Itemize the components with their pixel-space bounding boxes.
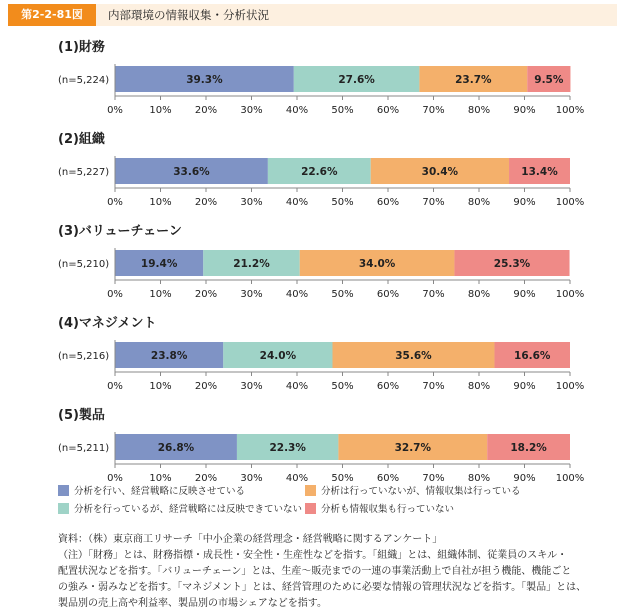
x-tick-label: 40% bbox=[285, 381, 309, 392]
note-line: 製品別の売上高や利益率、製品別の市場シェアなどを指す。 bbox=[58, 598, 327, 609]
data-label: 26.8% bbox=[157, 442, 195, 454]
x-tick-label: 80% bbox=[467, 381, 491, 392]
x-tick-label: 50% bbox=[331, 197, 354, 208]
panel-n-label: (n=5,210) bbox=[58, 259, 110, 270]
data-label: 24.0% bbox=[259, 350, 297, 362]
x-tick-label: 20% bbox=[194, 105, 218, 116]
note-line: （注）「財務」とは、財務指標・成長性・安全性・生産性などを指す。「組織」とは、組織体制、従業員のスキル・ bbox=[58, 550, 568, 561]
x-tick-label: 80% bbox=[467, 105, 491, 116]
data-label: 22.3% bbox=[269, 442, 306, 454]
x-tick-label: 100% bbox=[555, 289, 585, 300]
x-tick-label: 30% bbox=[240, 381, 263, 392]
data-label: 27.6% bbox=[338, 74, 375, 86]
x-tick-label: 80% bbox=[467, 289, 491, 300]
x-tick-label: 30% bbox=[240, 473, 263, 484]
x-tick-label: 70% bbox=[422, 105, 445, 116]
x-tick-label: 0% bbox=[107, 381, 123, 392]
panel-title: (2)組織 bbox=[58, 132, 105, 147]
note-line: の強み・弱みなどを指す。「マネジメント」とは、経営管理のために必要な情報の管理状況などを指す。「製品」とは、 bbox=[58, 582, 587, 593]
x-tick-label: 10% bbox=[149, 197, 172, 208]
panel-n-label: (n=5,216) bbox=[58, 351, 110, 362]
source-notes bbox=[58, 532, 618, 612]
x-tick-label: 30% bbox=[240, 105, 263, 116]
x-tick-label: 100% bbox=[555, 197, 585, 208]
data-label: 30.4% bbox=[421, 166, 459, 178]
x-tick-label: 90% bbox=[513, 105, 536, 116]
x-tick-label: 80% bbox=[467, 473, 491, 484]
data-label: 39.3% bbox=[186, 74, 223, 86]
data-label: 23.7% bbox=[455, 74, 492, 86]
x-tick-label: 0% bbox=[107, 289, 123, 300]
x-tick-label: 60% bbox=[376, 105, 400, 116]
x-tick-label: 50% bbox=[331, 289, 354, 300]
x-tick-label: 100% bbox=[555, 105, 585, 116]
panel-title: (1)財務 bbox=[58, 40, 105, 55]
data-label: 22.6% bbox=[301, 166, 338, 178]
x-tick-label: 80% bbox=[467, 197, 491, 208]
x-tick-label: 0% bbox=[107, 197, 123, 208]
x-tick-label: 20% bbox=[194, 197, 218, 208]
legend-swatch bbox=[305, 485, 316, 496]
legend-swatch bbox=[305, 503, 316, 514]
x-tick-label: 10% bbox=[149, 105, 172, 116]
panel-title: (4)マネジメント bbox=[58, 316, 157, 331]
data-label: 32.7% bbox=[394, 442, 432, 454]
source-line: 資料：（株）東京商工リサーチ「中小企業の経営理念・経営戦略に関するアンケート」 bbox=[58, 534, 443, 545]
x-tick-label: 70% bbox=[422, 381, 445, 392]
x-tick-label: 30% bbox=[240, 289, 263, 300]
data-label: 18.2% bbox=[510, 442, 547, 454]
x-tick-label: 20% bbox=[194, 473, 218, 484]
x-tick-label: 10% bbox=[149, 289, 172, 300]
x-tick-label: 10% bbox=[149, 381, 172, 392]
data-label: 21.2% bbox=[233, 258, 270, 270]
x-tick-label: 70% bbox=[422, 289, 445, 300]
x-tick-label: 0% bbox=[107, 105, 123, 116]
data-label: 19.4% bbox=[140, 258, 178, 270]
x-tick-label: 20% bbox=[194, 289, 218, 300]
x-tick-label: 90% bbox=[513, 381, 536, 392]
x-tick-label: 40% bbox=[285, 105, 309, 116]
data-label: 16.6% bbox=[514, 350, 551, 362]
x-tick-label: 40% bbox=[285, 289, 309, 300]
legend-swatch bbox=[58, 485, 69, 496]
figure-number: 第2-2-81図 bbox=[8, 4, 96, 26]
x-tick-label: 20% bbox=[194, 381, 218, 392]
x-tick-label: 0% bbox=[107, 473, 123, 484]
x-tick-label: 100% bbox=[555, 381, 585, 392]
legend-swatch bbox=[58, 503, 69, 514]
x-tick-label: 90% bbox=[513, 289, 536, 300]
legend-label: 分析を行い、経営戦略に反映させている bbox=[74, 486, 246, 497]
figure-title: 内部環境の情報収集・分析状況 bbox=[108, 8, 269, 22]
data-label: 9.5% bbox=[534, 74, 564, 86]
panel-n-label: (n=5,211) bbox=[58, 443, 110, 454]
x-tick-label: 90% bbox=[513, 473, 536, 484]
x-tick-label: 40% bbox=[285, 473, 309, 484]
x-tick-label: 10% bbox=[149, 473, 172, 484]
data-label: 34.0% bbox=[358, 258, 396, 270]
x-tick-label: 60% bbox=[376, 289, 400, 300]
x-tick-label: 30% bbox=[240, 197, 263, 208]
x-tick-label: 40% bbox=[285, 197, 309, 208]
panel-title: (3)バリューチェーン bbox=[58, 224, 182, 239]
x-tick-label: 50% bbox=[331, 105, 354, 116]
x-tick-label: 100% bbox=[555, 473, 585, 484]
note-line: 配置状況などを指す。「バリューチェーン」とは、生産〜販売までの一連の事業活動上で自社が担う機能、機能ごと bbox=[58, 566, 572, 577]
data-label: 25.3% bbox=[493, 258, 531, 270]
legend-label: 分析を行っているが、経営戦略には反映できていない bbox=[74, 504, 303, 515]
data-label: 33.6% bbox=[173, 166, 210, 178]
legend-label: 分析も情報収集も行っていない bbox=[321, 504, 455, 515]
data-label: 23.8% bbox=[150, 350, 188, 362]
x-tick-label: 60% bbox=[376, 473, 400, 484]
x-tick-label: 90% bbox=[513, 197, 536, 208]
data-label: 13.4% bbox=[521, 166, 558, 178]
legend-label: 分析は行っていないが、情報収集は行っている bbox=[321, 486, 521, 497]
panel-title: (5)製品 bbox=[58, 408, 105, 423]
data-label: 35.6% bbox=[395, 350, 432, 362]
panel-n-label: (n=5,224) bbox=[58, 75, 110, 86]
x-tick-label: 60% bbox=[376, 381, 400, 392]
panel-n-label: (n=5,227) bbox=[58, 167, 110, 178]
x-tick-label: 50% bbox=[331, 381, 354, 392]
x-tick-label: 70% bbox=[422, 197, 445, 208]
x-tick-label: 50% bbox=[331, 473, 354, 484]
x-tick-label: 60% bbox=[376, 197, 400, 208]
x-tick-label: 70% bbox=[422, 473, 445, 484]
